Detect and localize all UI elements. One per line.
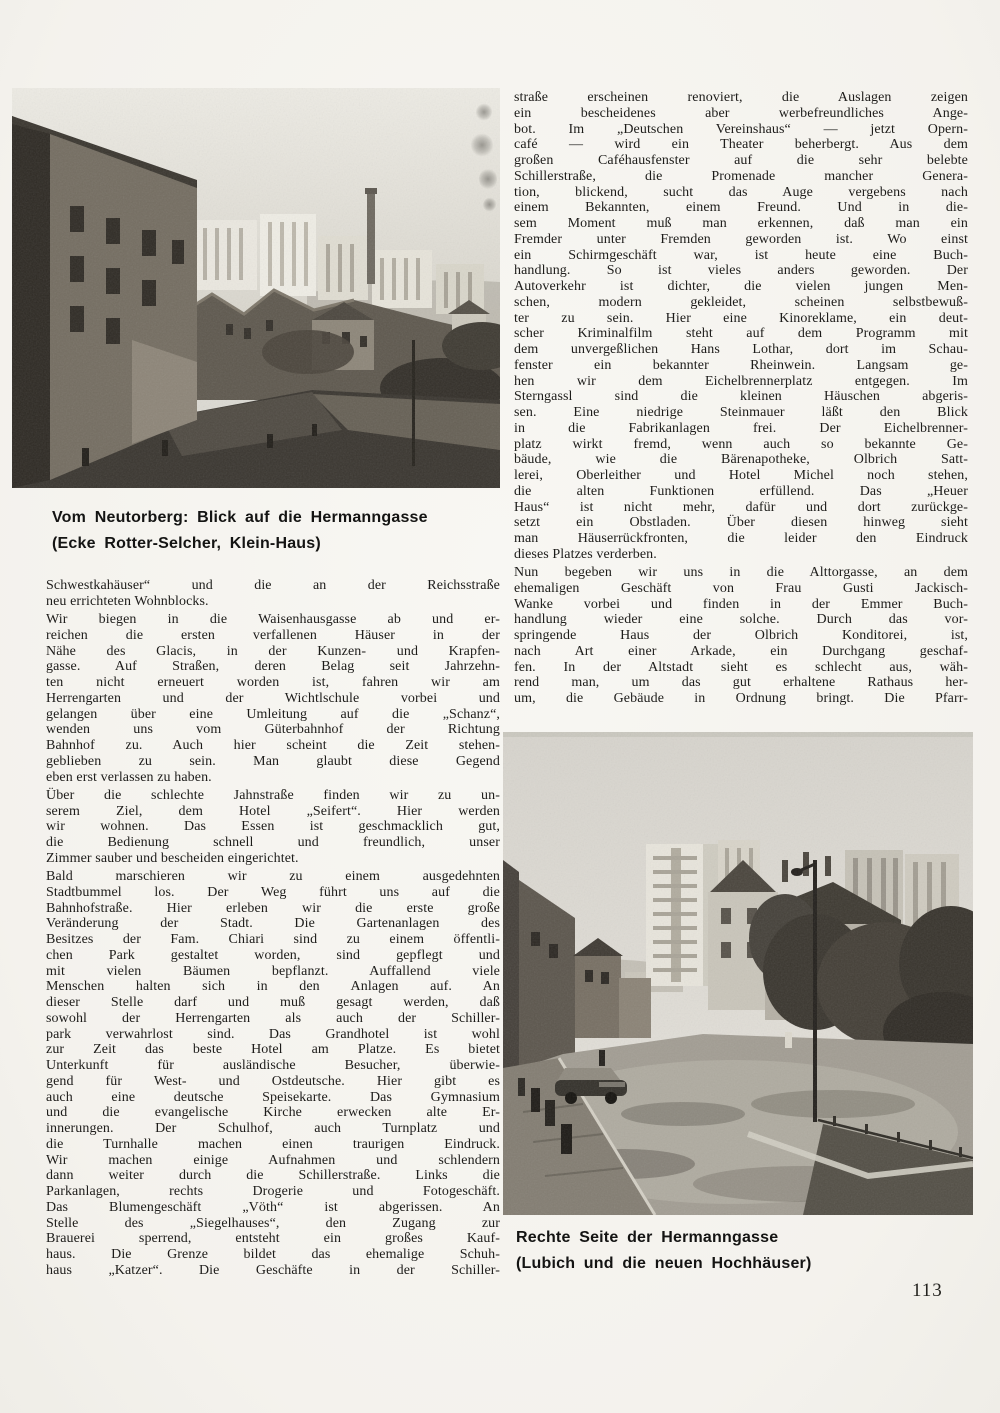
- text-line: Nähe des Glacis, in der Kunzen- und Krapfen-: [46, 643, 500, 659]
- photo-hermanngasse-right-side: [503, 732, 973, 1215]
- left-text-column: [46, 578, 500, 1281]
- text-line: Bahnhofstraße. Hier erleben wir die erste große: [46, 900, 500, 916]
- text-line: Schwestkahäuser“ und die an der Reichsstraße: [46, 578, 500, 593]
- text-line: dieses Platzes verderben.: [514, 546, 657, 562]
- text-line: handlung. So ist vieles anders geworden. Der: [514, 263, 968, 279]
- text-line: um, die Gebäude in Ordnung bringt. Die Pfarr-: [514, 691, 968, 706]
- paragraph: [514, 565, 968, 707]
- text-line: Schillerstraße, die Promenade mancher Genera-: [514, 168, 968, 184]
- text-line: Parkanlagen, rechts Drogerie und Fotogeschäft.: [46, 1184, 500, 1199]
- text-line: hen wir dem Eichelbrennerplatz entgegen. Im: [514, 373, 968, 389]
- text-line: fen. In der Altstadt sieht es schlecht aus, wäh-: [514, 659, 968, 675]
- text-line: fenster ein bekannter Rheinwein. Langsam ge-: [514, 357, 968, 373]
- right-text-column: [514, 90, 968, 709]
- text-line: Herrengarten und der Wichtlschule vorbei und: [46, 690, 500, 706]
- text-line: in die Fabrikanlagen frei. Der Eichelbrenner-: [514, 420, 968, 436]
- text-line: gend für West- und Ostdeutsche. Hier gibt es: [46, 1073, 500, 1089]
- text-line: Wir machen einige Aufnahmen und schlendern: [46, 1152, 500, 1168]
- text-line: einem Bekannten, einem Freund. Und in die-: [514, 200, 968, 216]
- text-line: Wanke vorbei und finden in der Emmer Buch-: [514, 596, 968, 612]
- paragraph: [46, 578, 500, 610]
- text-line: tion, blickend, sucht das Auge vergebens nach: [514, 184, 968, 200]
- top-photo-illustration: [12, 88, 500, 488]
- text-line: schen, modern gekleidet, scheinen selbstbewuß-: [514, 294, 968, 310]
- text-line: Haus“ ist nicht mehr, dafür und dort zurückge-: [514, 499, 968, 515]
- text-line: mit vielen Bäumen bepflanzt. Auffallend viele: [46, 963, 500, 979]
- text-line: eben erst verlassen zu haben.: [46, 769, 212, 785]
- text-line: Fremder unter Fremden geworden ist. Wo einst: [514, 231, 968, 247]
- text-line: ter zu sein. Hier eine Kinoreklame, ein deut-: [514, 310, 968, 326]
- text-line: Menschen halten sich in den Anlagen auf. An: [46, 979, 500, 995]
- text-line: café — wird ein Theater beherbergt. Aus dem: [514, 137, 968, 153]
- film-grain: [503, 732, 973, 1215]
- text-line: serem Ziel, dem Hotel „Seifert“. Hier werden: [46, 803, 500, 819]
- bottom-photo-illustration: [503, 732, 973, 1215]
- text-line: Autoverkehr ist dichter, die vielen jungen Men-: [514, 279, 968, 294]
- text-line: nach Art einer Arkade, ein Durchgang geschaf-: [514, 643, 968, 659]
- text-line: setzt ein Obstladen. Über diesen hinweg sieht: [514, 515, 968, 531]
- text-line: Über die schlechte Jahnstraße finden wir zu un-: [46, 787, 500, 803]
- text-line: ehemaligen Geschäft von Frau Gusti Jackisch-: [514, 580, 968, 596]
- text-line: bäude, wie die Bärenapotheke, Olbrich Satt-: [514, 452, 968, 468]
- text-line: gasse. Auf Straßen, deren Belag seit Jahrzehn-: [46, 659, 500, 675]
- text-line: straße erscheinen renoviert, die Auslagen zeigen: [514, 90, 968, 105]
- text-line: ten nicht erneuert worden ist, fahren wir am: [46, 675, 500, 690]
- text-line: gelangen über eine Umleitung auf die „Schanz“,: [46, 706, 500, 722]
- caption-line: (Lubich und die neuen Hochhäuser): [516, 1255, 812, 1272]
- text-line: neu errichteten Wohnblocks.: [46, 593, 209, 609]
- text-line: ein Schirmgeschäft war, ist heute eine Buch-: [514, 247, 968, 263]
- text-line: auch eine deutsche Speisekarte. Das Gymnasium: [46, 1089, 500, 1105]
- text-line: handlung wieder eine solche. Durch das vor-: [514, 612, 968, 628]
- text-line: reichen die ersten verfallenen Häuser in der: [46, 627, 500, 643]
- paragraph: [46, 869, 500, 1279]
- text-line: scher Kriminalfilm steht auf dem Programm mit: [514, 326, 968, 342]
- text-line: sem Moment muß man erkennen, daß man ein: [514, 216, 968, 231]
- film-grain: [12, 88, 500, 488]
- text-line: haus. Die Grenze bildet das ehemalige Schuh-: [46, 1247, 500, 1262]
- text-line: wenden uns vom Güterbahnhof der Richtung: [46, 722, 500, 738]
- text-line: man Häuserrückfronten, die leider den Eindruck: [514, 531, 968, 546]
- text-line: Brauerei sperrend, entsteht ein großes Kauf-: [46, 1231, 500, 1247]
- text-line: Besitzes der Fam. Chiari sind zu einem öffentli-: [46, 932, 500, 947]
- photo-hermanngasse-from-neutorberg: [12, 88, 500, 488]
- ink-smudge: [479, 168, 497, 190]
- text-line: sen. Eine niedrige Steinmauer läßt den Blick: [514, 405, 968, 420]
- text-line: Wir biegen in die Waisenhausgasse ab und er-: [46, 612, 500, 627]
- text-line: ein bescheidenes aber werbefreundliches Ange-: [514, 105, 968, 121]
- bottom-photo-caption: [516, 1225, 956, 1277]
- caption-line: (Ecke Rotter-Selcher, Klein-Haus): [52, 535, 321, 552]
- text-line: zur Zeit das beste Hotel am Platze. Es bietet: [46, 1042, 500, 1058]
- paragraph: [46, 788, 500, 867]
- text-line: die Turnhalle machen einen traurigen Eindruck.: [46, 1136, 500, 1152]
- text-line: bot. Im „Deutschen Vereinshaus“ — jetzt Opern-: [514, 121, 968, 137]
- caption-line: Rechte Seite der Hermanngasse: [516, 1229, 779, 1246]
- text-line: dem unvergeßlichen Hans Lothar, dort im Schau-: [514, 342, 968, 357]
- text-line: die Bedienung schnell und freundlich, unser: [46, 835, 500, 850]
- page-number: 113: [912, 1280, 943, 1301]
- text-line: rend man, um das gut erhaltene Rathaus her-: [514, 675, 968, 691]
- text-line: chen Park gestaltet worden, sind gepflegt und: [46, 947, 500, 963]
- text-line: Zimmer sauber und bescheiden eingerichtet.: [46, 850, 299, 866]
- text-line: park verwahrlost sind. Das Grandhotel ist wohl: [46, 1026, 500, 1042]
- text-line: großen Caféhausfenster auf die sehr belebte: [514, 153, 968, 168]
- text-line: Nun begeben wir uns in die Alttorgasse, an dem: [514, 565, 968, 580]
- text-line: Bald marschieren wir zu einem ausgedehnten: [46, 869, 500, 884]
- text-line: Bahnhof zu. Auch hier scheint die Zeit stehen-: [46, 738, 500, 753]
- paragraph: [514, 90, 968, 563]
- text-line: sowohl der Herrengarten als auch der Schiller-: [46, 1010, 500, 1026]
- text-line: lerei, Oberleither und Hotel Michel noch stehen,: [514, 468, 968, 483]
- text-line: geblieben zu sein. Man glaubt diese Gegend: [46, 753, 500, 769]
- paragraph: [46, 612, 500, 785]
- text-line: und die evangelische Kirche erwecken alte Er-: [46, 1105, 500, 1121]
- caption-line: Vom Neutorberg: Blick auf die Hermanngasse: [52, 509, 428, 526]
- text-line: die alten Funktionen erfüllend. Das „Heuer: [514, 483, 968, 499]
- text-line: Das Blumengeschäft „Vöth“ ist abgerissen. An: [46, 1199, 500, 1215]
- text-line: Unterkunft für ausländische Besucher, überwie-: [46, 1058, 500, 1073]
- text-line: wir wohnen. Das Essen ist geschmacklich gut,: [46, 819, 500, 835]
- text-line: innerungen. Der Schulhof, auch Turnplatz und: [46, 1121, 500, 1136]
- text-line: platz wirkt fremd, wenn auch so bekannte Ge-: [514, 436, 968, 452]
- top-photo-caption: [52, 505, 492, 557]
- text-line: springende Haus der Olbrich Konditorei, ist,: [514, 628, 968, 643]
- text-line: Stadtbummel los. Der Weg führt uns auf die: [46, 884, 500, 900]
- text-line: dieser Stelle darf und muß gesagt werden, daß: [46, 995, 500, 1010]
- text-line: dann weiter durch die Schillerstraße. Links die: [46, 1168, 500, 1184]
- text-line: Sterngassl sind die kleinen Häuschen abgeris-: [514, 389, 968, 405]
- text-line: Stelle des „Siegelhauses“, den Zugang zur: [46, 1215, 500, 1231]
- text-line: haus „Katzer“. Die Geschäfte in der Schiller-: [46, 1262, 500, 1278]
- text-line: Veränderung der Stadt. Die Gartenanlagen des: [46, 916, 500, 932]
